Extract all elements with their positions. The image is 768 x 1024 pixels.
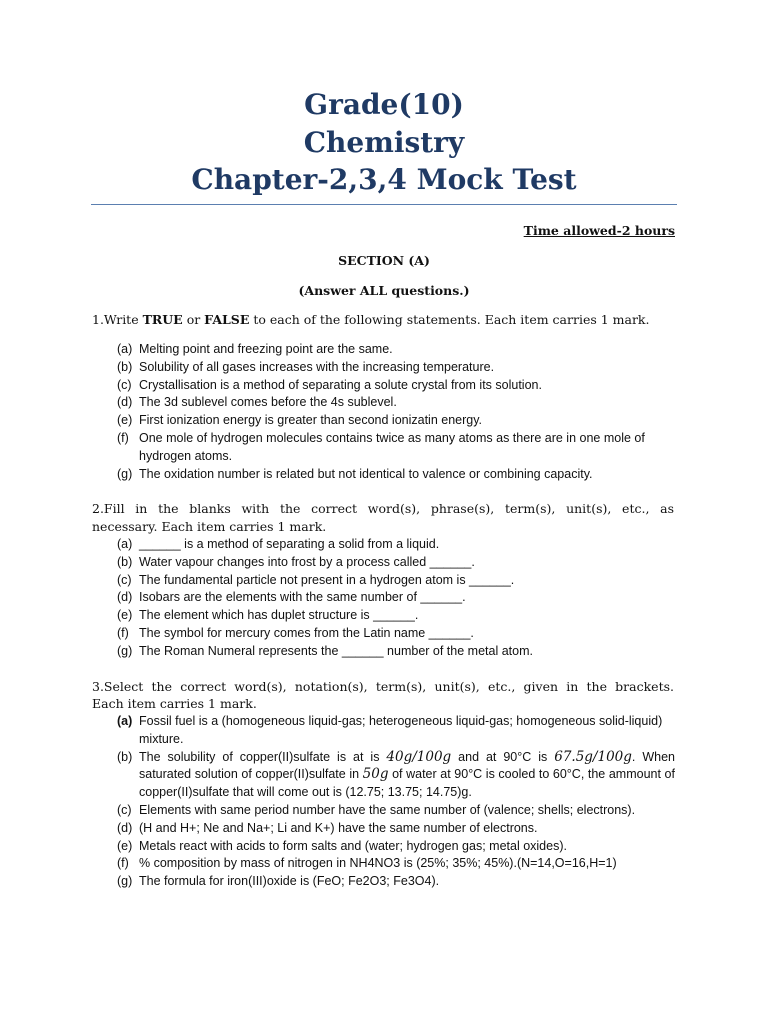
item-text: The oxidation number is related but not identical to valence or combining capacity. <box>139 466 593 481</box>
q3-instruction-line1: 3.Select the correct word(s), notation(s), term(s), unit(s), etc., given in the brackets. <box>92 679 674 694</box>
item-label: (e) <box>117 413 133 428</box>
q2-list <box>117 536 675 661</box>
q1-list <box>117 341 675 483</box>
item-text: The formula for iron(III)oxide is (FeO; Fe2O3; Fe3O4). <box>139 874 440 889</box>
item-text: The 3d sublevel comes before the 4s sublevel. <box>139 395 397 410</box>
item-text: The Roman Numeral represents the ______ number of the metal atom. <box>139 643 533 658</box>
water-mass-value: 50g <box>362 766 389 783</box>
list-item <box>117 643 675 661</box>
list-item <box>117 802 675 820</box>
item-text-part3: . When saturated solution of copper(II)sulfate in <box>139 749 675 782</box>
item-text: ______ is a method of separating a solid from a liquid. <box>139 537 440 551</box>
item-text: The fundamental particle not present in a hydrogen atom is ______. <box>139 572 515 587</box>
list-item <box>117 572 675 590</box>
q1-false-word: FALSE <box>204 312 250 327</box>
item-text: Fossil fuel is a (homogeneous liquid-gas; heterogeneous liquid-gas; homogeneous solid-liquid) mixture. <box>139 714 663 746</box>
title-test: Chapter-2,3,4 Mock Test <box>191 163 577 196</box>
list-item <box>117 625 675 643</box>
solubility-value-1: 40g/100g <box>386 748 452 765</box>
item-label: (a) <box>117 537 133 551</box>
item-text: The element which has duplet structure is ______. <box>139 608 419 623</box>
item-text: Crystallisation is a method of separating a solute crystal from its solution. <box>139 377 542 392</box>
item-text-part1: The solubility of copper(II)sulfate is at is <box>139 749 387 764</box>
q1-or: or <box>182 312 205 327</box>
time-allowed: Time allowed-2 hours <box>523 223 675 238</box>
q3-list <box>117 713 675 891</box>
list-item <box>117 359 675 377</box>
item-text: One mole of hydrogen molecules contains twice as many atoms as there are in one mole of hydrogen atoms. <box>139 430 645 463</box>
q1-rest: to each of the following statements. Each item carries 1 mark. <box>249 312 650 327</box>
title-divider <box>91 204 677 205</box>
list-item <box>117 394 675 412</box>
item-text: Solubility of all gases increases with the increasing temperature. <box>139 359 495 374</box>
list-item <box>117 855 675 873</box>
list-item <box>117 341 675 359</box>
item-label: (d) <box>117 590 133 605</box>
list-item <box>117 536 675 554</box>
list-item <box>117 873 675 891</box>
item-text-part2: and at 90°C is <box>451 749 555 764</box>
instruction-text: (Answer ALL questions.) <box>298 283 470 298</box>
item-label: (f) <box>117 856 129 871</box>
item-label: (g) <box>117 874 133 889</box>
q1-true-word: TRUE <box>142 312 183 327</box>
item-text: Metals react with acids to form salts and (water; hydrogen gas; metal oxides). <box>139 838 567 853</box>
item-label: (e) <box>117 608 133 623</box>
item-label: (b) <box>117 554 133 569</box>
item-label: (a) <box>117 714 133 728</box>
list-item <box>117 749 675 802</box>
list-item <box>117 412 675 430</box>
section-heading: SECTION (A) <box>338 253 430 268</box>
item-label: (g) <box>117 643 133 658</box>
list-item <box>117 820 675 838</box>
q2-instruction-line2: necessary. Each item carries 1 mark. <box>92 519 327 534</box>
q1-prefix: 1.Write <box>92 312 143 327</box>
q2-instruction-line1: 2.Fill in the blanks with the correct word(s), phrase(s), term(s), unit(s), etc., as <box>92 501 674 516</box>
item-text: The symbol for mercury comes from the Latin name ______. <box>139 625 474 640</box>
item-text: First ionization energy is greater than second ionizatin energy. <box>139 413 483 428</box>
item-text: (H and H+; Ne and Na+; Li and K+) have the same number of electrons. <box>139 820 538 835</box>
item-label: (c) <box>117 802 132 817</box>
item-label: (a) <box>117 342 133 356</box>
item-label: (c) <box>117 377 132 392</box>
item-text: Isobars are the elements with the same number of ______. <box>139 590 466 605</box>
item-label: (g) <box>117 466 133 481</box>
list-item <box>117 430 675 466</box>
q3-instruction-line2: Each item carries 1 mark. <box>92 696 257 711</box>
item-text-part4: of water at 90°C is cooled to 60°C, the ammount of copper(II)sulfate that will come out is (12.75; 13.75; 14.75)g. <box>139 767 675 800</box>
title-subject: Chemistry <box>303 126 465 159</box>
item-label: (b) <box>117 749 133 764</box>
list-item <box>117 554 675 572</box>
item-text: Melting point and freezing point are the same. <box>139 342 393 356</box>
item-text: Elements with same period number have the same number of (valence; shells; electrons). <box>139 802 636 817</box>
item-text: % composition by mass of nitrogen in NH4NO3 is (25%; 35%; 45%).(N=14,O=16,H=1) <box>139 856 617 871</box>
q1-instruction <box>92 312 649 327</box>
item-label: (d) <box>117 820 133 835</box>
list-item <box>117 713 675 749</box>
title-grade: Grade(10) <box>304 88 464 121</box>
item-label: (d) <box>117 395 133 410</box>
list-item <box>117 377 675 395</box>
item-label: (f) <box>117 625 129 640</box>
item-text: Water vapour changes into frost by a process called ______. <box>139 554 475 569</box>
item-label: (e) <box>117 838 133 853</box>
item-label: (c) <box>117 572 132 587</box>
list-item <box>117 466 675 484</box>
list-item <box>117 589 675 607</box>
solubility-value-2: 67.5g/100g <box>554 748 632 765</box>
item-label: (f) <box>117 430 129 445</box>
list-item <box>117 607 675 625</box>
list-item <box>117 838 675 856</box>
item-label: (b) <box>117 359 133 374</box>
